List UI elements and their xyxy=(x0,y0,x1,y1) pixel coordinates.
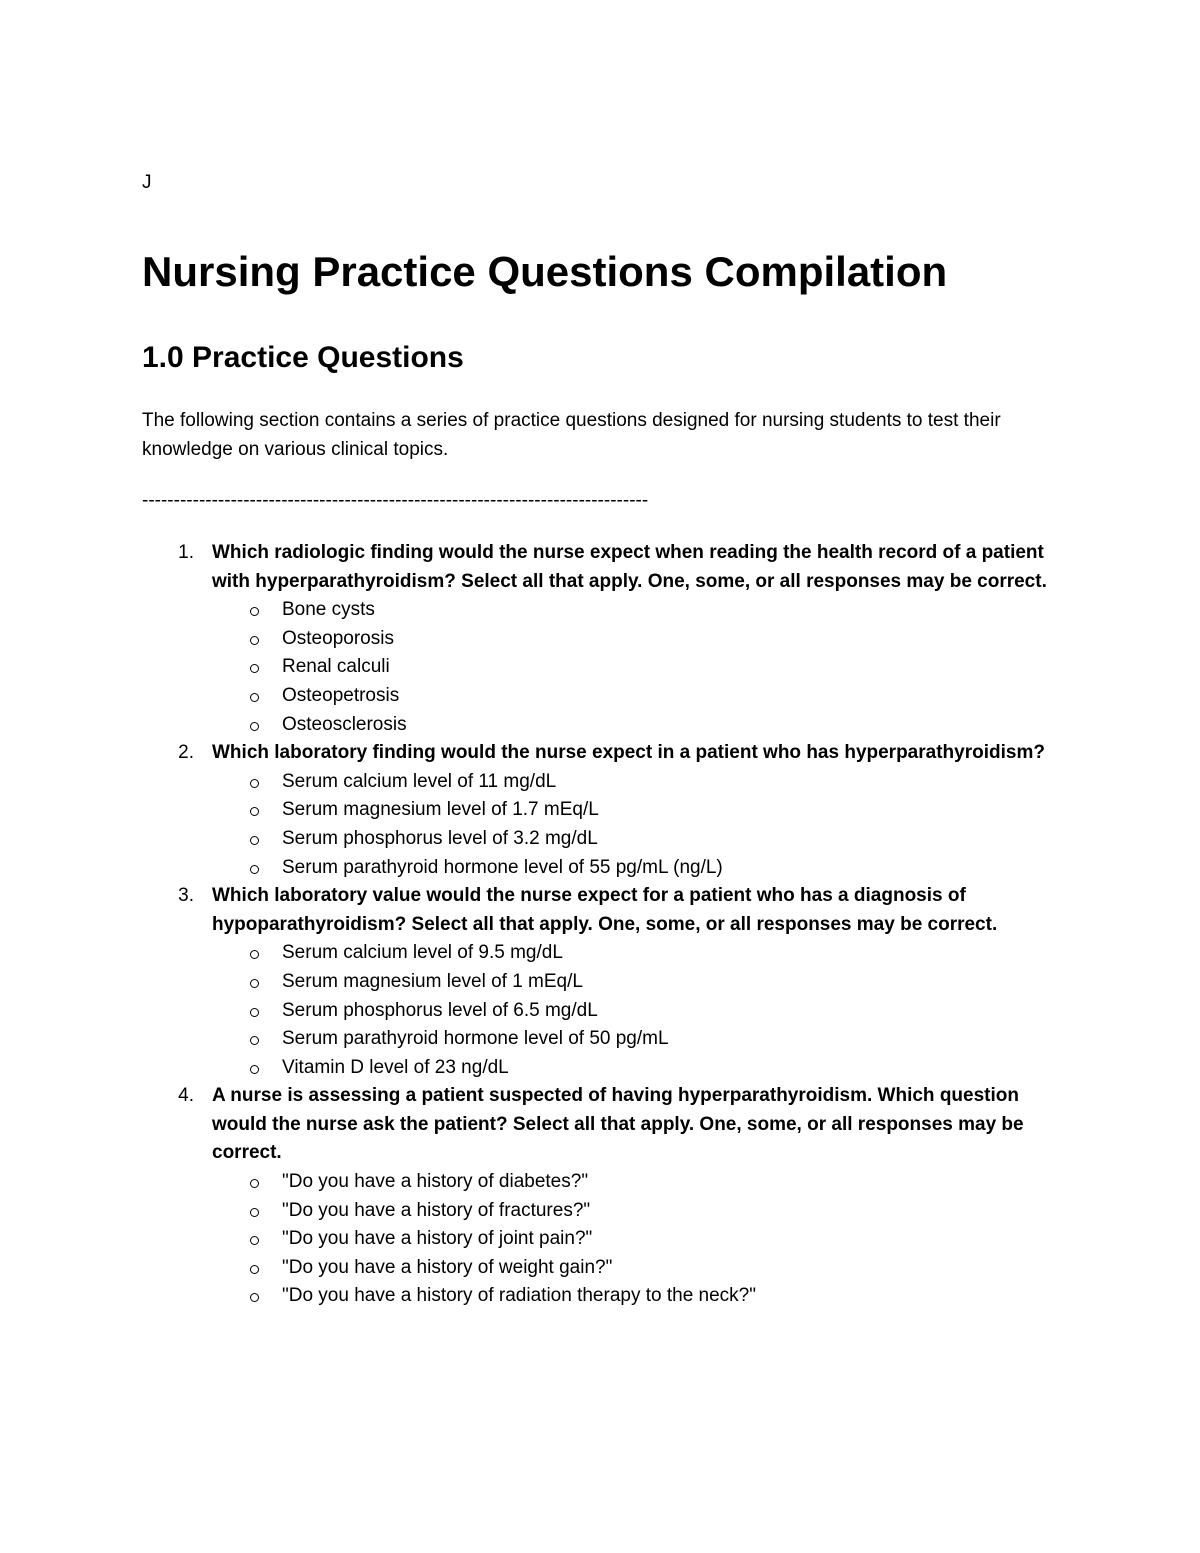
answer-option-text: Serum magnesium level of 1.7 mEq/L xyxy=(282,799,599,821)
answer-option xyxy=(212,596,1062,625)
question-number: 1. xyxy=(178,542,194,563)
answer-option-text: Osteosclerosis xyxy=(282,713,407,735)
answer-option xyxy=(212,1225,1062,1254)
hollow-circle-bullet-icon xyxy=(250,1236,259,1245)
answer-option-text: "Do you have a history of radiation therapy to the neck?" xyxy=(282,1285,756,1307)
answer-option-text: Serum calcium level of 11 mg/dL xyxy=(282,770,557,792)
answer-option xyxy=(212,825,1062,854)
hollow-circle-bullet-icon xyxy=(250,1008,259,1017)
answer-option-text: Serum magnesium level of 1 mEq/L xyxy=(282,970,583,992)
answer-option-text: Serum parathyroid hormone level of 55 pg/mL (ng/L) xyxy=(282,856,723,878)
answer-option xyxy=(212,625,1062,654)
hollow-circle-bullet-icon xyxy=(250,1293,259,1302)
answer-option-text: Bone cysts xyxy=(282,599,375,621)
answer-option xyxy=(212,968,1062,997)
answer-option-text: Osteopetrosis xyxy=(282,684,400,706)
answer-options xyxy=(212,596,1062,739)
question-text: Which radiologic finding would the nurse expect when reading the health record of a patient with hyperparathyroidism? Select all that apply. One, some, or all responses may be correct. xyxy=(212,542,1047,592)
answer-option-text: Renal calculi xyxy=(282,656,390,678)
question-text: A nurse is assessing a patient suspected of having hyperparathyroidism. Which question would the nurse ask the patient? Select all that apply. One, some, or all responses may be correct. xyxy=(212,1085,1024,1164)
answer-options xyxy=(212,768,1062,882)
answer-option xyxy=(212,939,1062,968)
question-number: 2. xyxy=(178,742,194,764)
answer-option xyxy=(212,1054,1062,1083)
answer-options xyxy=(212,1168,1062,1311)
section-heading: 1.0 Practice Questions xyxy=(142,341,464,374)
dashed-divider: -------------------------------------------------------------------------------- xyxy=(142,490,649,511)
question-item xyxy=(142,739,1062,882)
answer-option-text: "Do you have a history of diabetes?" xyxy=(282,1171,589,1193)
hollow-circle-bullet-icon xyxy=(250,950,259,959)
answer-option xyxy=(212,1254,1062,1283)
hollow-circle-bullet-icon xyxy=(250,693,259,702)
hollow-circle-bullet-icon xyxy=(250,722,259,731)
answer-option-text: "Do you have a history of fractures?" xyxy=(282,1199,591,1221)
hollow-circle-bullet-icon xyxy=(250,607,259,616)
answer-option xyxy=(212,1282,1062,1311)
question-item xyxy=(142,1082,1062,1311)
hollow-circle-bullet-icon xyxy=(250,1036,259,1045)
question-text: Which laboratory finding would the nurse expect in a patient who has hyperparathyroidism? xyxy=(212,742,1045,764)
question-item xyxy=(142,539,1062,739)
answer-option-text: "Do you have a history of joint pain?" xyxy=(282,1228,593,1250)
answer-option xyxy=(212,1025,1062,1054)
answer-option xyxy=(212,997,1062,1026)
author-initial: J xyxy=(142,172,152,193)
answer-option xyxy=(212,854,1062,883)
hollow-circle-bullet-icon xyxy=(250,1265,259,1274)
document-title: Nursing Practice Questions Compilation xyxy=(142,248,948,295)
hollow-circle-bullet-icon xyxy=(250,664,259,673)
answer-option-text: Serum phosphorus level of 3.2 mg/dL xyxy=(282,827,598,849)
hollow-circle-bullet-icon xyxy=(250,1065,259,1074)
answer-option xyxy=(212,796,1062,825)
answer-option xyxy=(212,711,1062,740)
answer-option xyxy=(212,768,1062,797)
question-item xyxy=(142,882,1062,1082)
answer-option-text: Vitamin D level of 23 ng/dL xyxy=(282,1056,509,1078)
answer-option xyxy=(212,1197,1062,1226)
question-number: 3. xyxy=(178,885,194,907)
hollow-circle-bullet-icon xyxy=(250,979,259,988)
hollow-circle-bullet-icon xyxy=(250,865,259,874)
answer-option-text: Serum calcium level of 9.5 mg/dL xyxy=(282,942,563,964)
hollow-circle-bullet-icon xyxy=(250,636,259,645)
answer-option-text: Serum parathyroid hormone level of 50 pg/mL xyxy=(282,1028,669,1050)
question-text: Which laboratory value would the nurse expect for a patient who has a diagnosis of hypoparathyroidism? Select all that apply. One, some, or all responses may be correct. xyxy=(212,885,998,935)
answer-option xyxy=(212,1168,1062,1197)
answer-option-text: Serum phosphorus level of 6.5 mg/dL xyxy=(282,999,598,1021)
hollow-circle-bullet-icon xyxy=(250,836,259,845)
question-list xyxy=(142,539,1062,1311)
answer-options xyxy=(212,939,1062,1082)
answer-option xyxy=(212,653,1062,682)
question-number: 4. xyxy=(178,1085,194,1107)
hollow-circle-bullet-icon xyxy=(250,779,259,788)
intro-paragraph: The following section contains a series of practice questions designed for nursing students to test their knowledge on various clinical topics. xyxy=(142,410,1001,460)
hollow-circle-bullet-icon xyxy=(250,807,259,816)
hollow-circle-bullet-icon xyxy=(250,1208,259,1217)
hollow-circle-bullet-icon xyxy=(250,1179,259,1188)
answer-option-text: Osteoporosis xyxy=(282,627,394,649)
answer-option-text: "Do you have a history of weight gain?" xyxy=(282,1256,613,1278)
answer-option xyxy=(212,682,1062,711)
